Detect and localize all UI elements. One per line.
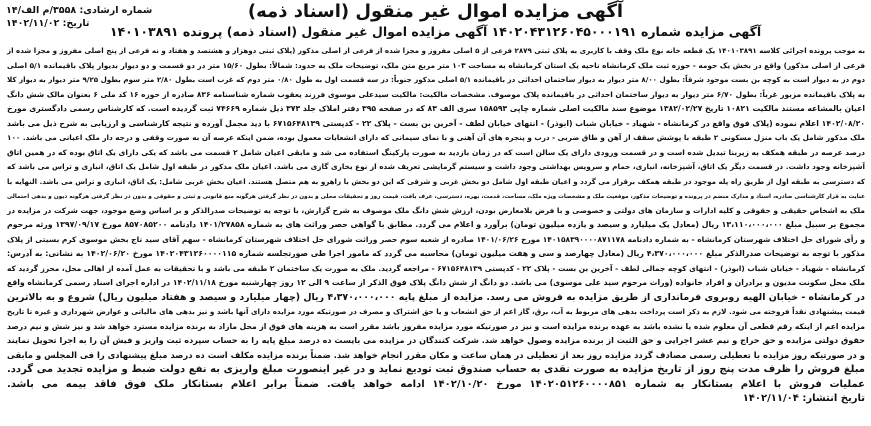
- notice-body-text: به پلاک باقیمانده مزبور غرباً: بطول ۶/۷۰ متر دیوار به دیوار ساختمان احداثی در باقیمانده پلاک موصوف. مشخصات مالکیت: مالکیت سیدعلی موسوی فرزند یعقوب شماره شناسنامه ۸۳۶ صادره از حوزه ۱۶ کد ملی ۶ بعنوان مالک شش دانگ: [6, 89, 865, 99]
- notice-body-text: قیمت پیشنهادی نقداً فروخته می شود. لازم به ذکر است پرداخت بدهی های مربوط به آب، برق، گاز اعم از حق انشعاب و یا حق اشتراک و مصرف در صورتیکه مورد مزایده دارای آنها باشد و نیز بدهی های مالیاتی و عوارض شهرداری و غیره تا تاریخ: [7, 307, 865, 316]
- notice-body-line: [6, 143, 865, 158]
- notice-body-line: [6, 360, 865, 375]
- notice-body-line: [6, 375, 865, 390]
- notice-body-line: [6, 41, 865, 56]
- notice-body: [6, 41, 865, 404]
- publication-date: [6, 389, 865, 404]
- notice-body-line: [6, 230, 865, 245]
- notice-body-text: که دسترسی به طبقه اول از طریق راه پله موجود در طبقه همکف برقرار می گردد و اعیان طبقه اول شامل دو بخش غربی و شرقی که این دو بخش با راهرو به هم متصل هستند. اعیان بخش غربی شامل: یک اتاق، انباری و تراس می باشد. النهایه با: [7, 176, 865, 186]
- notice-body-line: [6, 302, 865, 317]
- notice-body-line: [6, 201, 865, 216]
- notice-title: آگهی مزایده اموال غیر منقول (اسناد ذمه): [247, 1, 624, 22]
- notice-body-line: [6, 172, 865, 187]
- notice-body-line: [6, 273, 865, 288]
- notice-body-line: [6, 85, 865, 100]
- notice-body-text: به موجب پرونده اجرائی کلاسه ۱۴۰۱۰۳۸۹۱ یک قطعه خانه نوع ملک وقف با کاربری به پلاک ثبتی ۲۸۷۹ فرعی از ۵ اصلی مفروز و مجزا شده از فرعی از اصلی مذکور (پلاک ثبتی دوهزار و هشتصد و هفتاد و نه فرعی از پنج اصلی مفروز و مجزا شده از: [7, 46, 865, 55]
- publication-date-text: تاریخ انتشار: ۱۴۰۲/۱۱/۰۴: [742, 393, 865, 404]
- notice-body-text: ملک محل سکونت مدیون و برادران و افراد خانواده (وراث مرحوم سید علی موسوی) می باشد. دو دانگ از شش دانگ پلاک فوق الذکر از ساعت ۹ الی ۱۲ روز چهارشنبه مورخ ۱۴۰۲/۱۱/۱۸ در اداره اجرای اسناد رسمی کرمانشاه واقع: [7, 278, 865, 287]
- notice-body-text: مجموع بر سبیل مبلغ ۱۳،۱۱۰،۰۰۰،۰۰۰ ریال (معادل یک میلیارد و سیصد و یازده میلیون تومان) برآورد و اعلام می گردد. مطابق با گواهی حصر وراثت های به شماره ۱۴۰۱/۲۷۸۵۸ دادنامه ۸۵۷۰۸۵۲۰۰ مورخ ۱۳۹۷/۰۹/۱۷ ورثه مرحوم: [7, 220, 865, 229]
- notice-body-text: حقوق دولتی مزایده و حق حراج و نیم عشر اجرایی و حق الثبت از برنده مزایده وصول خواهد شد. شرکت کنندگان در مزایده می بایست ده درصد مبلغ پایه را به حساب سپرده ثبت واریز و فیش آن را به اجرا تحویل نمایند: [7, 335, 865, 345]
- notice-body-line: [6, 288, 865, 303]
- notice-body-line: [6, 99, 865, 114]
- notice-body-text: آشپزخانه وجود داشت. در قسمت دیگر یک اتاق، آشپزخانه، انباری، حمام و سرویس بهداشتی وجود داشت و سیستم گرمایشی تعریف شده از نوع بخاری گازی می باشد. اعیان ملک مذکور در طبقه اول شامل یک اتاق، انباری و تراس می باشد که: [7, 162, 865, 171]
- notice-body-text: مزایده اعم از اینکه رقم قطعی آن معلوم شده یا نشده باشد به عهده برنده مزایده است و نیز در صورتیکه مورد مزایده مفروز باشد مقرر است به هزینه های فوق از محل مازاد به برنده مزایده مسترد خواهد شد و نیز شش و نیم درصد: [7, 321, 865, 331]
- notice-body-line: [6, 259, 865, 274]
- notice-body-line: [6, 317, 865, 332]
- notice-body-text: ۱۴۰۲/۰۸/۲۰ اعلام نموده (پلاک فوق واقع در کرمانشاه - شهیاد - خیابان شباب (ابوذر) - انتهای خیابان لطف - آخرین بن بست - پلاک ۲۲ - کدپستی ۶۷۱۵۶۴۸۱۳۹ با دید مجمل آورده و نتیجه کارشناسی و ارزیابی به شرح ذیل می باشد: [7, 118, 865, 128]
- notice-body-text: عملیات فروش با اعلام بستانکار به شماره ۱۴۰۲۰۵۱۲۶۰۰۰۰۸۵۱ مورخ ۱۴۰۲/۱۰/۲۰ ادامه خواهد یافت. ضمناً برابر اعلام بستانکار ملک فوق فاقد بیمه می باشد.: [6, 378, 865, 389]
- notice-body-text: ملک مذکور شامل یک باب منزل مسکونی ۲ طبقه با پوشش سقف از آهن و طاق ضربی - درب و پنجره های آن آهنی و با نمای سیمانی که دارای انشعابات معمول بوده، ضمن اینکه عرصه آن به صورت وقفی و درجه دار ملک اعیانی می باشد. ۱۰۰: [7, 133, 865, 142]
- notice-body-text: و رأی شورای حل اختلاف شهرستان کرمانشاه - به شماره دادنامه ۱۴۰۱۵۸۳۹۰۰۰۰۸۷۱۱۷۸ مورخ ۱۴۰۱/۰۶/۲۶ صادره از شعبه سوم حصر وراثت شورای حل اختلاف شهرستان کرمانشاه - سهم آقای سید تاج بخش موسوی کرم بسیتی از پلاک: [7, 234, 865, 244]
- notice-body-text: در کرمانشاه - خیابان الهیه روبروی فرمانداری از طریق مزایده به فروش می رسد. مزایده از مبلغ پایه ۴،۳۷۰،۰۰۰،۰۰۰ ریال (چهار میلیارد و سیصد و هفتاد میلیون ریال) شروع و به بالاترین: [7, 291, 865, 302]
- notice-body-line: [6, 215, 865, 230]
- reference-number: شماره ارشادی: ۳۵۵۸/م الف/۱۴: [6, 5, 153, 16]
- notice-subtitle: آگهی مزایده شماره ۱۴۰۲۰۴۳۱۲۶۰۴۵۰۰۰۱۹۱ آگهی مزایده اموال غیر منقول (اسناد ذمه) پرونده ۱۴۰۱۰۳۸۹۱: [109, 24, 762, 39]
- notice-body-text: ملک به اشخاص حقیقی و حقوقی و کلیه ادارات و سازمان های دولتی و خصوصی و با فرض بلامعارض بودن، ارزش شش دانگ ملک موصوف به شرح گزارش، با توجه به توضیحات صدرالذکر و بر اساس وضع موجود، جهت شرکت در مزایده در: [7, 205, 865, 215]
- notice-body-text: عنایت به قرار کارشناسی صادره، اسناد و مدارک منضم در پرونده و توضیحات مذکور، موقعیت ملک و مشخصات ویژه ملک، مساحت، قدمت، بهره، دسترسی، عرف بافت، قیمت روز و تحقیقات محلی و بدون در نظر گرفتن هرگونه منع قانونی و ثبتی و حقوقی و بدون در نظر گرفتن هرگونه دیون و بدهی احتمالی: [7, 194, 865, 200]
- notice-body-line: [6, 128, 865, 143]
- notice-body-text: و در صورتیکه روز مزایده با تعطیلی رسمی مصادف گردد مزایده روز بعد از تعطیلی در همان ساعت و مکان مقرر انجام خواهد شد. ضمناً برنده مزایده مکلف است ده درصد مبلغ پیشنهادی را فی المجلس و مابقی: [7, 349, 865, 360]
- notice-body-line: [6, 346, 865, 361]
- notice-body-line: [6, 114, 865, 129]
- notice-body-line: [6, 56, 865, 71]
- notice-body-text: مبلغ فروش را ظرف مدت پنج روز از تاریخ مزایده به صورت نقدی به حساب صندوق ثبت تودیع نماید و در غیر اینصورت مبلغ واریزی به نفع دولت ضبط و مزایده تجدید می گردد.: [7, 364, 865, 375]
- notice-body-line: [6, 331, 865, 346]
- notice-body-line: [6, 157, 865, 172]
- notice-body-text: کرمانشاه - شهیاد - خیابان شباب (ابوذر) - انتهای کوچه جمالی لطف - آخرین بن بست - پلاک ۲۲ - کدپستی ۶۷۱۵۶۴۸۱۳۹ - مراجعه گردید. ملک به صورت یک ساختمان ۲ طبقه می باشد و با تحقیقات به عمل آمده از اهالی محل، محرز گردید که: [7, 263, 865, 273]
- notice-body-text: فرعی از اصلی مذکور) واقع در بخش یک حومه - حوزه ثبت ملک کرمانشاه ناحیه یک استان کرمانشاه به مساحت ۱۰۳ متر مربع متن ملک، توضیحات ملک به حدود: شمالاً: بطول ۱۵/۶۰ متر در دو قسمت و دو دیوار بدیوار پلاک باقیمانده ۵/۱ اصلی: [7, 60, 865, 70]
- notice-body-line: [6, 186, 865, 201]
- reference-date: تاریخ: ۱۴۰۲/۱۱/۰۲: [6, 18, 90, 29]
- notice-body-text: درصد عرصه در طبقه همکف به زیربنا تبدیل شده است و در قسمت ورودی دارای یک سالن است که در زمان بازدید به صورت پارکینگ استفاده می شد و مابقی اعیان شامل ۲ قسمت می باشد که یکی دارای یک اتاق بوده که در همین اتاق: [7, 147, 865, 157]
- notice-body-line: [6, 244, 865, 259]
- notice-body-text: اعیان بالمشاعه مستند مالکیت ۱۰۸۲۱ تاریخ ۱۳۸۲/۰۲/۲۷ موضوع سند مالکیت اصلی شماره چاپی ۱۵۸۵۹۳ سری الف ۸۳ که در صفحه ۳۹۵ دفتر املاک جلد ۳۷۳ ذیل شماره ۷۴۶۶۹ ثبت گردیده است. که کارشناس رسمی دادگستری مورخ: [6, 104, 865, 113]
- notice-body-text: دوم در به دیوار است به کوچه بن بست موجود شرقاً: بطول ۸/۰۰ متر دیوار به دیوار ساختمان احداثی در باقیمانده ۵/۱ اصلی مذکور جنوباً: در سه قسمت اول به طول ۰/۸۰ متر دوم که غرب است بطول ۲/۸۰ متر سوم بطول ۹/۲۵ متر دیوار به دیوار کلا: [6, 75, 865, 84]
- notice-body-text: مذکور با توجه به توضیحات صدرالذکر مبلغ ۴،۳۷۰،۰۰۰،۰۰۰ ریال (معادل چهارصد و سی و هفت میلیون تومان) محاسبه می گردد که مامور اجرا طی صورتجلسه شماره ۱۴۰۲۰۴۳۱۲۶۰۰۰۰۱۱۵ مورخ ۱۴۰۲/۰۶/۲۰ به نشانی: به آدرس:: [7, 249, 865, 258]
- notice-body-line: [6, 70, 865, 85]
